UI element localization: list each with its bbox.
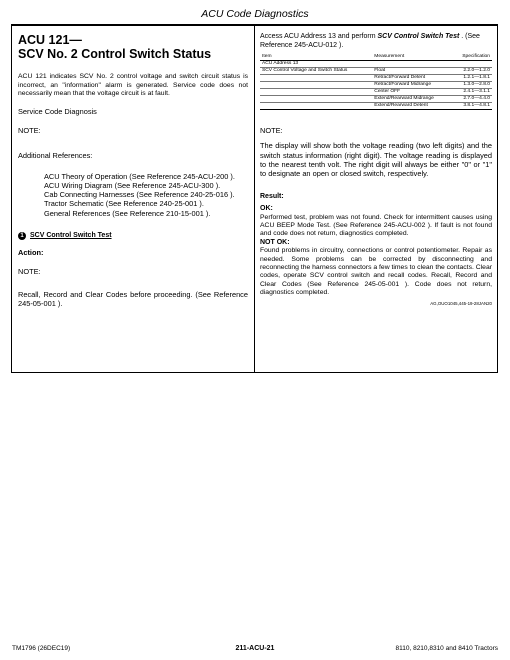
table-row: Extend/Rearward Detent 3.8.1—4.8.1 [260,103,492,110]
section-header: ACU Code Diagnostics [201,8,309,20]
result-block [260,193,492,308]
table-row: SCV Control Voltage and Switch Status Float 2.2.0—1.2.0 [262,68,490,74]
table-row: ACU Address 13 [260,61,492,68]
spec-table [260,54,492,110]
note-label: NOTE: [260,126,283,136]
action-label: Action: [18,247,44,257]
test-intro: Access ACU Address 13 and perform SCV Control Switch Test . (See Reference 245-ACU-012 ). [260,33,480,49]
test-name-link[interactable]: SCV Control Switch Test [377,33,460,40]
note2-label: NOTE: [18,266,41,276]
content-frame [11,24,498,373]
table-row: Retract/Forward Detent 1.2.1—1.8.1 [260,75,492,82]
reference-link[interactable]: Cab Connecting Harnesses (See Reference 240-25-016 ). [44,190,235,200]
procedure-heading [18,232,248,240]
service-code-label: Service Code Diagnosis [18,106,97,116]
table-row: Retract/Forward Midrange 1.3.0—2.8.0 [260,82,492,89]
page-title: ACU 121— SCV No. 2 Control Switch Status [18,33,212,61]
table-row: Extend/Rearward Midrange 2.7.0—4.4.0 [260,96,492,103]
footer-model-list: 8110, 8210,8310 and 8410 Tractors [395,645,498,652]
not-ok-label: NOT OK: [260,238,290,246]
left-column [12,25,254,372]
additional-references-label: Additional References: [18,150,93,160]
table-header: Item [262,54,272,60]
footer-page-number: 211-ACU-21 [235,645,275,652]
ok-label: OK: [260,205,273,213]
note-text: The display will show both the voltage reading (two left digits) and the switch status information (right digit). The voltage reading is displayed to the nearest tenth volt. The right digit will always be either "0" or "1" to designate an open or closed switch, respectively. [260,141,492,179]
document-ref-code: AG,OUO1045,445-19-28JAN20 [430,300,492,306]
procedure-title-link[interactable]: SCV Control Switch Test [30,232,112,240]
table-row: Center OFF 2.4.1—3.1.1 [260,89,492,96]
table-header: Specification [462,54,490,60]
footer-manual-id: TM1796 (26DEC19) [12,645,71,652]
reference-link[interactable]: ACU Wiring Diagram (See Reference 245-ACU-300 ). [44,180,221,190]
reference-link[interactable]: General References (See Reference 210-15-001 ). [44,208,211,218]
ok-text: Performed test, problem was not found. Check for intermittent causes using ACU BEEP Mode Test. (See Reference 245-ACU-002 ). If fault is not found and code does not return, diagnostics completed. [260,213,492,238]
table-header: Measurement [374,54,405,60]
references-list [44,172,248,218]
code-description: ACU 121 indicates SCV No. 2 control voltage and switch circuit status is incorrect, an "information" alarm is generated. Service code does not necessarily mean that the voltage circuit is at fault. [18,73,248,98]
note-label: NOTE: [18,125,41,135]
right-column [255,25,498,372]
step-number-icon: 1 [18,232,26,240]
result-label: Result: [260,192,284,200]
reference-link[interactable]: Tractor Schematic (See Reference 240-25-001 ). [44,199,204,209]
action-text: Recall, Record and Clear Codes before proceeding. (See Reference 245-05-001 ). [18,289,248,309]
reference-link[interactable]: ACU Theory of Operation (See Reference 245-ACU-200 ). [44,171,235,181]
not-ok-text: Found problems in circuitry, connections or control potentiometer. Repair as needed. Some problems can be corrected by disconnecting and reconnecting the harness connectors a few times to clean the contacts. Clear codes, operate SCV control switch and recall codes. Recall, Record and Clear Codes (See Reference 245-05-001 ). Code does not return, diagnostics completed. [260,247,492,297]
